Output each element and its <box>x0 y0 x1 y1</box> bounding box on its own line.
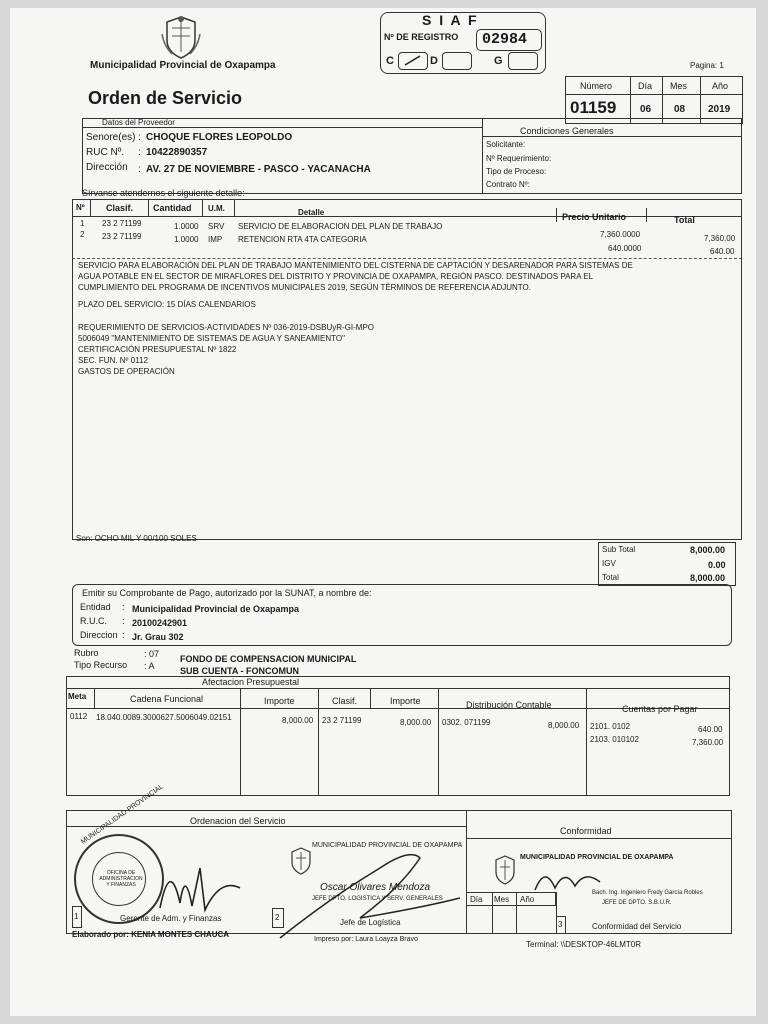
budget-clasif: 23 2 71199 <box>322 716 362 725</box>
ruc-value: 10422890357 <box>146 147 208 158</box>
budget-col-cadena: Cadena Funcional <box>130 694 204 704</box>
detail-intro: Sírvanse atendernos el siguiente detalle: <box>82 188 245 198</box>
registro-value: 02984 <box>482 31 528 48</box>
billing-intro: Emitir su Comprobante de Pago, autorizado por la SUNAT, a nombre de: <box>82 588 372 598</box>
budget-title: Afectacion Presupuestal <box>202 677 300 687</box>
row1-cantidad: 1.0000 <box>174 222 199 231</box>
mes-label: Mes <box>670 81 688 91</box>
crest-mid-icon <box>288 846 314 876</box>
desc-line-7: REQUERIMIENTO DE SERVICIOS-ACTIVIDADES Nº 036-2019-DSBUyR-GI-MPO <box>78 323 375 332</box>
sig-box-1-label: Gerente de Adm. y Finanzas <box>120 914 222 923</box>
check-mark-icon <box>402 54 424 68</box>
desc-line-9: CERTIFICACIÓN PRESUPUESTAL Nº 1822 <box>78 345 237 354</box>
budget-col-importe: Importe <box>264 696 295 706</box>
son-text: Son: OCHO MIL Y 00/100 SOLES <box>76 534 197 543</box>
desc-line-11: GASTOS DE OPERACIÓN <box>78 367 175 376</box>
entidad-label: Entidad <box>80 602 111 612</box>
contrato-label: Contrato Nº: <box>486 180 530 189</box>
municipality-name: Municipalidad Provincial de Oxapampa <box>90 60 276 71</box>
sig-box-2-label: Jefe de Logística <box>340 918 401 927</box>
budget-col-distribucion: Distribución Contable <box>466 700 552 710</box>
rubro-label: Rubro <box>74 648 99 658</box>
cuenta-1: 2101. 0102 <box>590 722 631 731</box>
subtotal-label: Sub Total <box>602 545 636 554</box>
anio-label: Año <box>712 81 729 91</box>
col-cantidad: Cantidad <box>153 203 192 213</box>
order-day: 06 <box>640 104 652 115</box>
conformidad-title: Conformidad <box>560 826 612 836</box>
stamp-right-role: JEFE DE DPTO. S.B.U.R. <box>602 900 672 906</box>
sig-box-3-label: Conformidad del Servicio <box>592 922 682 931</box>
direccion-label: Dirección <box>86 162 128 173</box>
tipo-recurso-label: Tipo Recurso <box>74 660 128 670</box>
numero-label: Número <box>580 81 613 91</box>
cuenta-2-monto: 7,360.00 <box>692 738 724 747</box>
row2-total: 640.00 <box>710 247 735 256</box>
row1-n: 1 <box>80 219 85 228</box>
tipo-recurso-code: : A <box>144 661 155 671</box>
elaborado-por: Elaborado por: KENIA MONTES CHAUCA <box>72 930 230 939</box>
desc-line-8: 5006049 "MANTENIMIENTO DE SISTEMAS DE AGUA Y SANEAMIENTO" <box>78 334 345 343</box>
entidad-value: Municipalidad Provincial de Oxapampa <box>132 604 300 614</box>
requerimiento-label: Nº Requerimiento: <box>486 154 552 163</box>
page-title: Orden de Servicio <box>88 88 243 108</box>
siaf-title: S I A F <box>422 12 479 28</box>
solicitante-label: Solicitante: <box>486 140 526 149</box>
budget-cadena: 18.040.0089.3000627.5006049.02151 <box>96 713 232 722</box>
sig-box-2-number: 2 <box>275 913 280 922</box>
check-c-label: C <box>386 55 394 67</box>
desc-line-5: PLAZO DEL SERVICIO: 15 DÍAS CALENDARIOS <box>78 300 256 309</box>
desc-line-10: SEC. FUN. Nº 0112 <box>78 356 148 365</box>
budget-importe1: 8,000.00 <box>282 716 314 725</box>
sig-box-1-number: 1 <box>74 912 79 921</box>
stamp-mid-role: JEFE DPTO. LOGISTICA Y SERV. GENERALES <box>312 896 443 902</box>
col-clasif: Clasif. <box>106 203 134 213</box>
crest-icon <box>160 14 202 60</box>
page-number: Pagina: 1 <box>690 61 724 70</box>
stamp-mid-name: Oscar Olivares Mendoza <box>320 882 431 893</box>
igv-value: 0.00 <box>708 560 726 570</box>
rubro-value: FONDO DE COMPENSACION MUNICIPAL <box>180 654 357 664</box>
ruc-label: RUC Nº. <box>86 147 125 158</box>
registro-label: Nº DE REGISTRO <box>384 32 459 42</box>
billing-direccion-value: Jr. Grau 302 <box>132 632 184 642</box>
igv-label: IGV <box>602 559 616 568</box>
terminal-id: Terminal: \\DESKTOP-46LMT0R <box>526 940 641 949</box>
row1-precio: 7,360.0000 <box>600 230 641 239</box>
senores-label: Senore(es) <box>86 132 136 143</box>
tipo-proceso-label: Tipo de Proceso: <box>486 167 547 176</box>
conf-anio-label: Año <box>520 895 535 904</box>
row2-clasif: 23 2 71199 <box>102 232 142 241</box>
impreso-por: Impreso por: Laura Loayza Bravo <box>314 936 418 943</box>
budget-col-cuentas: Cuentas por Pagar <box>622 704 698 714</box>
row2-detalle: RETENCION RTA 4TA CATEGORIA <box>238 235 367 244</box>
budget-distribucion-monto: 8,000.00 <box>548 721 580 730</box>
budget-importe2: 8,000.00 <box>400 718 432 727</box>
direccion-value: AV. 27 DE NOVIEMBRE - PASCO - YACANACHA <box>146 164 371 175</box>
desc-line-2: AGUA POTABLE EN EL SECTOR DE MIRAFLORES DEL DISTRITO Y PROVINCIA DE OXAPAMPA, REGIÓN PASCO. DESTINADOS PARA EL <box>78 272 594 281</box>
total-value: 8,000.00 <box>690 573 726 583</box>
row2-precio: 640.0000 <box>608 244 642 253</box>
billing-ruc-value: 20100242901 <box>132 618 188 628</box>
document-page: Municipalidad Provincial de Oxapampa Orden de Servicio S I A F Nº DE REGISTRO 02984 C D G Pagina: 1 Número Día Mes Año 01159 06 08 2019 Datos del Proveedor Senore(es) CHOQUE FLORES LEOPOLDO RUC Nº. 10422890357 Dirección AV. 27 DE NOVIEMBRE - PASCO - YACANACHA : : : Condiciones Generales Solicitante: Nº Requerimiento: Tipo de Proceso: Contrato Nº: Sírvanse atendernos el siguiente detalle: Nº Clasif. Cantidad U.M. Detalle Precio Unitario Total 1 23 2 71199 1.0000 SRV SERVICIO DE ELABORACION DEL PLAN DE TRABAJO 7,360.0000 7,360.00 2 23 2 71199 1.0000 IMP RETENCION RTA 4TA CATEGORIA 640.0000 640.00 SERVICIO PARA ELABORACIÓN DEL PLAN DE TRABAJO MANTENIMIENTO DEL CISTERNA DE CAPTACIÓN Y DESARENADOR PARA SISTEMAS DE AGUA POTABLE EN EL SECTOR DE MIRAFLORES DEL DISTRITO Y PROVINCIA DE OXAPAMPA, REGIÓN PASCO. DESTINADOS PARA EL CUMPLIMIENTO DEL PROGRAMA DE INCENTIVOS MUNICIPALES 2019, SEGÚN TÉRMINOS DE REFERENCIA ADJUNTO. PLAZO DEL SERVICIO: 15 DÍAS CALENDARIOS REQUERIMIENTO DE SERVICIOS-ACTIVIDADES Nº 036-2019-DSBUyR-GI-MPO 5006049 "MANTENIMIENTO DE SISTEMAS DE AGUA Y SANEAMIENTO" CERTIFICACIÓN PRESUPUESTAL Nº 1822 SEC. FUN. Nº 0112 GASTOS DE OPERACIÓN Son: OCHO MIL Y 00/100 SOLES Sub Total 8,000.00 IGV 0.00 Total 8,000.00 Emitir su Comprobante de Pago, autorizado por la SUNAT, a nombre de: Entidad : Municipalidad Provincial de Oxapampa R.U.C. : 20100242901 Direccion : Jr. Grau 302 Rubro : 07 FONDO DE COMPENSACION MUNICIPAL Tipo Recurso : A SUB CUENTA - FONCOMUN Afectacion Presupuestal Meta Cadena Funcional Importe Clasif. Importe Distribución Contable Cuentas por Pagar 0112 18.040.0089.3000627.5006049.02151 8,000.00 23 2 71199 8,000.00 0302. 071199 8,000.00 2101. 0102 640.00 2103. 010102 7,360.00 Ordenacion del Servicio Conformidad MUNICIPALIDAD PROVINCIAL OFICINA DE ADMINISTRACION Y FINANZAS MUNICIPALIDAD PROVINCIAL DE OXAPAMPA Oscar Olivares Mendoza JEFE DPTO. LOGISTICA Y SERV. GENERALES MUNICIPALIDAD PROVINCIAL DE OXAPAMPA Bach. Ing. Ingeniero Fredy García Robles JEFE DE DPTO. S.B.U.R. 1 Gerente de Adm. y Finanzas 2 Jefe de Logística Día Mes Año 3 Conformidad del Servicio Elaborado por: KENIA MONTES CHAUCA Impreso por: Laura Loayza Bravo Terminal: \\DESKTOP-46LMT0R <box>10 8 756 1016</box>
budget-meta: 0112 <box>70 712 88 721</box>
conf-mes-label: Mes <box>494 895 510 904</box>
check-g-label: G <box>494 55 503 67</box>
check-d-label: D <box>430 55 438 67</box>
row1-total: 7,360.00 <box>704 234 736 243</box>
tipo-recurso-value: SUB CUENTA - FONCOMUN <box>180 666 299 676</box>
admin-stamp-top: MUNICIPALIDAD PROVINCIAL <box>80 783 165 846</box>
row2-um: IMP <box>208 235 223 244</box>
order-month: 08 <box>674 104 686 115</box>
stamp-right-name: Bach. Ing. Ingeniero Fredy García Robles <box>592 890 703 896</box>
billing-direccion-label: Direccion <box>80 630 118 640</box>
col-n: Nº <box>76 203 85 212</box>
cuenta-2: 2103. 010102 <box>590 735 639 744</box>
stamp-mid-title: MUNICIPALIDAD PROVINCIAL DE OXAPAMPA <box>312 842 463 849</box>
conf-dia-label: Día <box>470 895 483 904</box>
conditions-title: Condiciones Generales <box>520 126 614 136</box>
total-label: Total <box>602 573 619 582</box>
order-year: 2019 <box>708 104 731 115</box>
dia-label: Día <box>638 81 653 91</box>
budget-col-clasif: Clasif. <box>332 696 358 706</box>
col-detalle: Detalle <box>298 208 325 217</box>
budget-col-meta: Meta <box>68 692 87 701</box>
row1-detalle: SERVICIO DE ELABORACION DEL PLAN DE TRABAJO <box>238 222 443 231</box>
sig-box-3-number: 3 <box>558 920 563 929</box>
subtotal-value: 8,000.00 <box>690 545 726 555</box>
col-precio-unitario: Precio Unitario <box>562 212 627 222</box>
row2-n: 2 <box>80 230 85 239</box>
check-g-box[interactable] <box>508 52 538 70</box>
desc-line-1: SERVICIO PARA ELABORACIÓN DEL PLAN DE TRABAJO MANTENIMIENTO DEL CISTERNA DE CAPTACIÓN Y DESARENADOR PARA SISTEMAS DE <box>78 261 633 270</box>
order-number: 01159 <box>570 98 617 117</box>
ordenacion-title: Ordenacion del Servicio <box>190 816 286 826</box>
budget-distribucion: 0302. 071199 <box>442 718 491 727</box>
senores-value: CHOQUE FLORES LEOPOLDO <box>146 132 293 143</box>
budget-col-importe2: Importe <box>390 696 421 706</box>
billing-ruc-label: R.U.C. <box>80 616 107 626</box>
col-total: Total <box>674 215 695 225</box>
provider-section-label: Datos del Proveedor <box>102 118 175 127</box>
rubro-code: : 07 <box>144 649 160 659</box>
row1-um: SRV <box>208 222 225 231</box>
stamp-right-title: MUNICIPALIDAD PROVINCIAL DE OXAPAMPA <box>520 854 674 861</box>
check-d-box[interactable] <box>442 52 472 70</box>
cuenta-1-monto: 640.00 <box>698 725 723 734</box>
row2-cantidad: 1.0000 <box>174 235 199 244</box>
admin-stamp-mid: OFICINA DE ADMINISTRACION Y FINANZAS <box>99 870 143 888</box>
desc-line-3: CUMPLIMIENTO DEL PROGRAMA DE INCENTIVOS MUNICIPALES 2019, SEGÚN TÉRMINOS DE REFERENCIA ADJUNTO. <box>78 283 531 292</box>
row1-clasif: 23 2 71199 <box>102 219 142 228</box>
col-um: U.M. <box>208 204 225 213</box>
crest-right-icon <box>492 854 518 886</box>
